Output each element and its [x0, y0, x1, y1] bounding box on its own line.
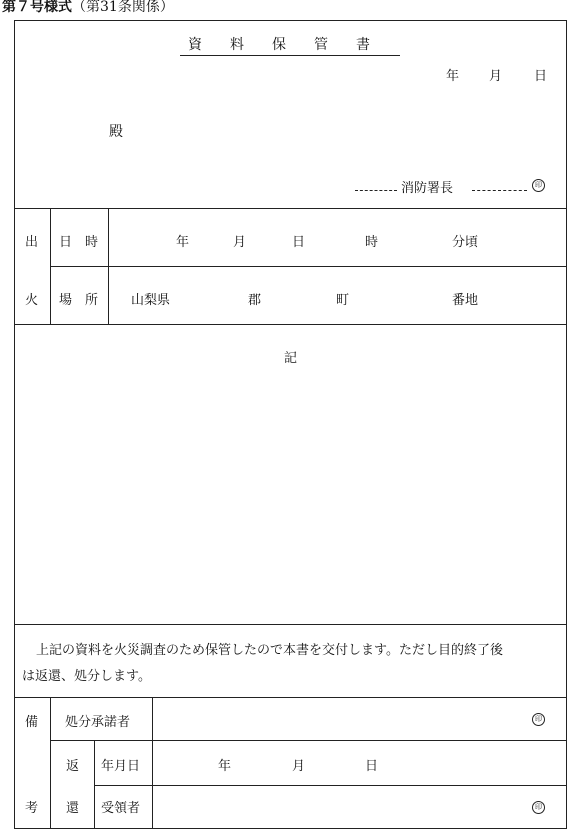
signer-blank-after	[472, 190, 527, 191]
place-district: 郡	[248, 293, 262, 308]
remarks-vline-2	[94, 740, 95, 829]
form-header	[2, 0, 174, 16]
date-year: 年	[446, 69, 460, 84]
fire-top-rule	[14, 208, 567, 209]
return-date-month: 月	[292, 759, 306, 774]
form-article: （第31条関係）	[72, 0, 174, 15]
date-month: 月	[489, 69, 503, 84]
document-title: 資 料 保 管 書	[188, 37, 370, 53]
disposal-approver-label: 処分承諾者	[65, 715, 131, 730]
fire-bottom-rule	[14, 324, 567, 325]
return-date-day: 日	[365, 759, 379, 774]
fire-datetime-day: 日	[292, 235, 306, 250]
title-underline	[180, 55, 400, 56]
place-town: 町	[336, 293, 350, 308]
seal-icon: 印	[532, 179, 545, 192]
fire-vline-1	[50, 208, 51, 325]
fire-datetime-hour: 時	[365, 235, 379, 250]
notice-line-1: 上記の資料を火災調査のため保管したので本書を交付します。ただし目的終了後	[36, 643, 503, 658]
remarks-label-bottom: 考	[25, 801, 39, 816]
form-number: 第７号様式	[2, 0, 72, 15]
receiver-seal-icon: 印	[532, 801, 545, 814]
remarks-lower-rule	[94, 785, 567, 786]
signer-blank-before	[355, 190, 397, 191]
date-day: 日	[534, 69, 548, 84]
remarks-top-rule	[14, 697, 567, 698]
datetime-label: 日 時	[59, 235, 99, 250]
receiver-label: 受領者	[101, 801, 141, 816]
frame-top	[14, 20, 567, 21]
fire-mid-rule	[50, 266, 567, 267]
frame-right	[566, 20, 567, 829]
notice-line-2: は返還、処分します。	[22, 669, 151, 684]
addressee-suffix: 殿	[109, 124, 123, 140]
record-heading: 記	[284, 351, 298, 366]
fire-vline-2	[108, 208, 109, 325]
remarks-label-top: 備	[25, 715, 39, 730]
return-date-year: 年	[218, 759, 232, 774]
return-date-label: 年月日	[101, 759, 141, 774]
approver-seal-icon: 印	[532, 713, 545, 726]
return-label-bottom: 還	[66, 801, 80, 816]
remarks-vline-3	[152, 697, 153, 829]
fire-datetime-month: 月	[233, 235, 247, 250]
fire-label-top: 出	[25, 235, 39, 250]
place-lot: 番地	[452, 293, 479, 308]
fire-datetime-year: 年	[176, 235, 190, 250]
return-label-top: 返	[66, 759, 80, 774]
place-prefecture: 山梨県	[131, 293, 171, 308]
record-bottom-rule	[14, 624, 567, 625]
fire-label-bottom: 火	[25, 293, 39, 308]
signer-title: 消防署長	[401, 181, 454, 196]
frame-left	[14, 20, 15, 829]
fire-datetime-minute: 分頃	[452, 235, 479, 250]
remarks-mid-rule	[50, 740, 567, 741]
place-label: 場 所	[59, 293, 99, 308]
remarks-vline-1	[50, 697, 51, 829]
